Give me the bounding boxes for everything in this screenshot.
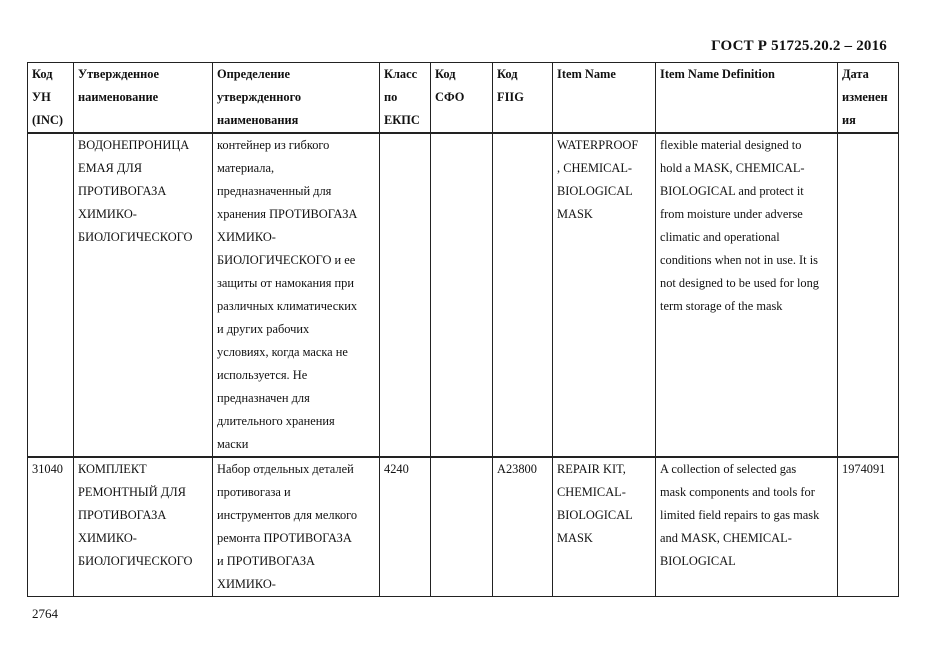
col-header-item-definition: Item Name Definition [656,63,838,134]
cell-inc [28,133,74,457]
cell-change-date [838,133,899,457]
cell-class [380,133,431,457]
cell-definition: Набор отдельных деталей противогаза и инструментов для мелкого ремонта ПРОТИВОГАЗА и ПРОТИВОГАЗА ХИМИКО- [213,457,380,597]
cell-inc: 31040 [28,457,74,597]
document-title: ГОСТ Р 51725.20.2 – 2016 [711,38,887,54]
col-header-approved-name: Утвержденное наименование [74,63,213,134]
cell-approved-name: ВОДОНЕПРОНИЦА ЕМАЯ ДЛЯ ПРОТИВОГАЗА ХИМИКО- БИОЛОГИЧЕСКОГО [74,133,213,457]
col-header-definition: Определение утвержденного наименования [213,63,380,134]
cell-change-date: 1974091 [838,457,899,597]
catalog-table [27,62,899,597]
col-header-item-name: Item Name [553,63,656,134]
cell-item-definition: A collection of selected gas mask components and tools for limited field repairs to gas mask and MASK, CHEMICAL- BIOLOGICAL [656,457,838,597]
col-header-inc: Код УН (INC) [28,63,74,134]
cell-item-definition: flexible material designed to hold a MASK, CHEMICAL- BIOLOGICAL and protect it from moisture under adverse climatic and operational conditions when not in use. It is not designed to be used for long term storage of the mask [656,133,838,457]
col-header-sfo: Код СФО [431,63,493,134]
cell-sfo [431,457,493,597]
col-header-change-date: Дата изменен ия [838,63,899,134]
cell-class: 4240 [380,457,431,597]
cell-fiig [493,133,553,457]
cell-item-name: REPAIR KIT, CHEMICAL- BIOLOGICAL MASK [553,457,656,597]
table-row [28,133,899,457]
cell-approved-name: КОМПЛЕКТ РЕМОНТНЫЙ ДЛЯ ПРОТИВОГАЗА ХИМИКО- БИОЛОГИЧЕСКОГО [74,457,213,597]
col-header-class: Класс по ЕКПС [380,63,431,134]
cell-item-name: WATERPROOF , CHEMICAL- BIOLOGICAL MASK [553,133,656,457]
cell-definition: контейнер из гибкого материала, предназначенный для хранения ПРОТИВОГАЗА ХИМИКО- БИОЛОГИЧЕСКОГО и ее защиты от намокания при различных климатических и других рабочих условиях, когда маска не используется. Не предназначен для длительного хранения маски [213,133,380,457]
cell-fiig: A23800 [493,457,553,597]
page-number: 2764 [32,606,58,621]
cell-sfo [431,133,493,457]
table-header-row [28,63,899,134]
col-header-fiig: Код FIIG [493,63,553,134]
table-row [28,457,899,597]
